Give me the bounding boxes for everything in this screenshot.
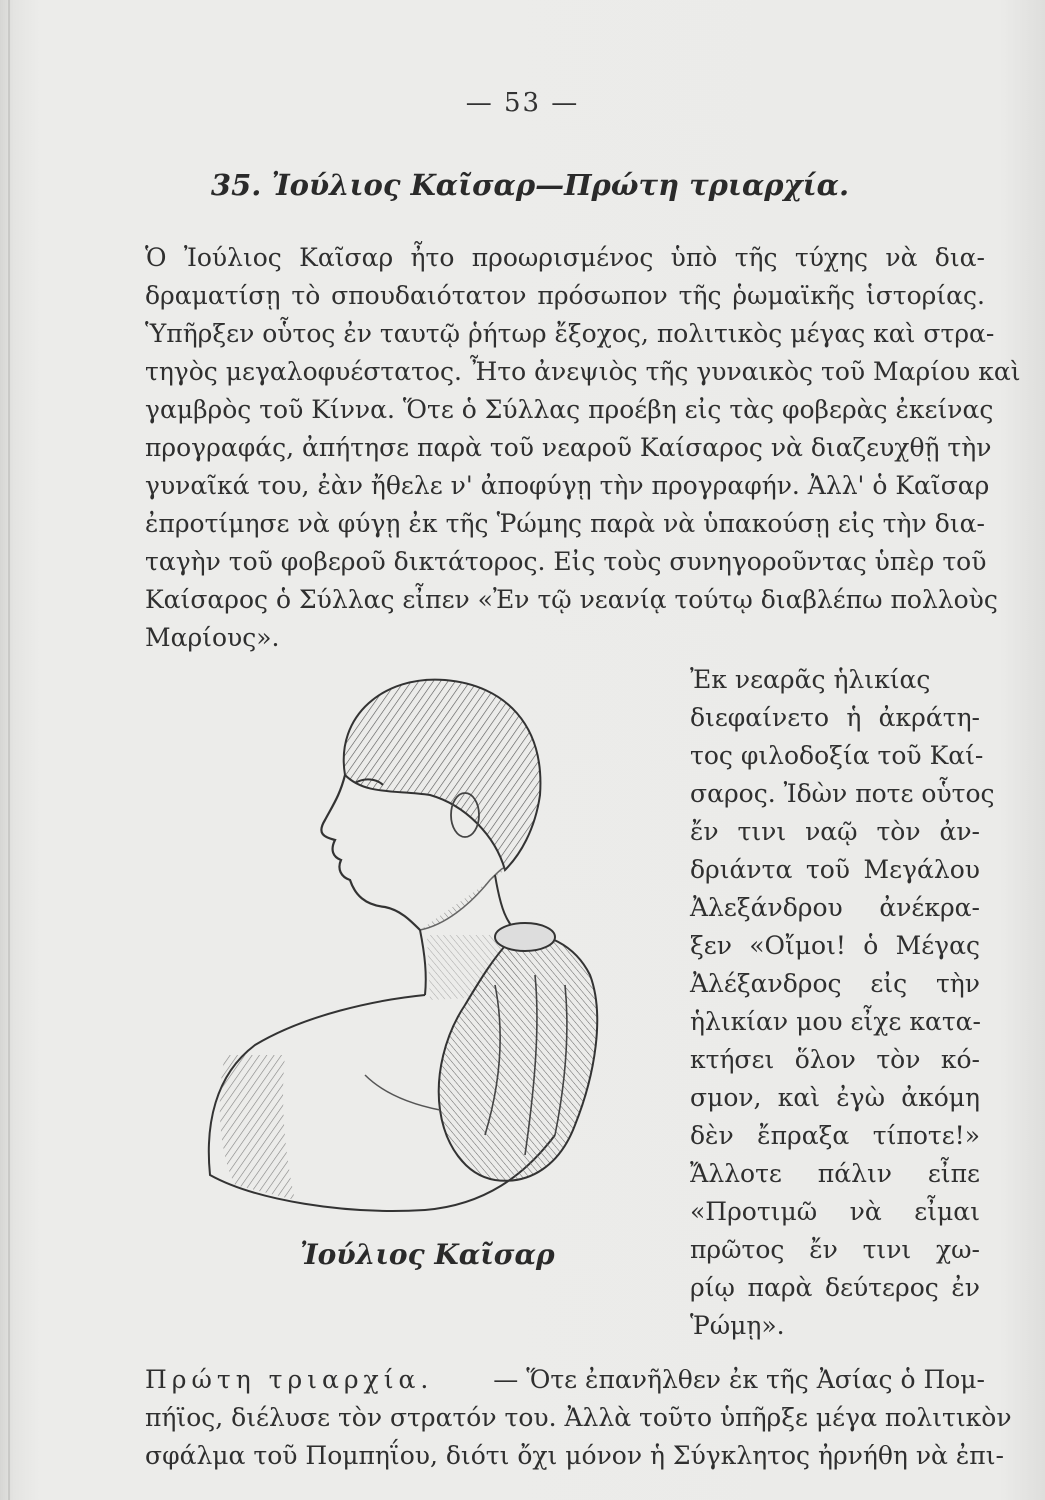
text-line: Ῥώμῃ». [690,1311,785,1340]
page-gutter [8,0,10,1500]
text-line: κτήσει ὅλον τὸν κό- [690,1045,980,1074]
portrait-caption: Ἰούλιος Καῖσαρ [300,1238,555,1271]
text-line: πρῶτος ἔν τινι χω- [690,1235,980,1264]
text-line: Μαρίους». [145,623,280,652]
text-line: δὲν ἔπραξα τίποτε!» [690,1121,980,1150]
caesar-portrait-engraving [195,655,675,1235]
text-line: ἐπροτίμησε νὰ φύγῃ ἐκ τῆς Ῥώμης παρὰ νὰ ὑπακούσῃ εἰς τὴν δια- [145,509,985,538]
text-line: πήϊος, διέλυσε τὸν στρατόν του. Ἀλλὰ τοῦτο ὑπῆρξε μέγα πολιτικὸν [145,1403,1012,1432]
text-line: διεφαίνετο ἡ ἀκράτη- [690,703,980,732]
text-line: τος φιλοδοξία τοῦ Καί- [690,741,984,770]
text-line: δραματίσῃ τὸ σπουδαιότατον πρόσωπον τῆς ῥωμαϊκῆς ἱστορίας. [145,281,985,310]
text-line: ἔν τινι ναῷ τὸν ἀν- [690,817,980,846]
text-line: σμον, καὶ ἐγὼ ἀκόμη [690,1083,980,1112]
text-line: δριάντα τοῦ Μεγάλου [690,855,980,884]
paragraph-lead: Πρώτη τριαρχία. [145,1365,434,1394]
text-line: ρίῳ παρὰ δεύτερος ἐν [690,1273,980,1302]
text-line: σφάλμα τοῦ Πομπηΐου, διότι ὄχι μόνον ἡ Σύγκλητος ἠρνήθη νὰ ἐπι- [145,1441,1004,1470]
text-line: Ὑπῆρξεν οὗτος ἐν ταυτῷ ῥήτωρ ἔξοχος, πολιτικὸς μέγας καὶ στρα- [145,319,995,348]
text-line [145,1365,985,1394]
text-line: τηγὸς μεγαλοφυέστατος. Ἦτο ἀνεψιὸς τῆς γυναικὸς τοῦ Μαρίου καὶ [145,357,1021,386]
text-fragment: — Ὅτε ἐπανῆλθεν ἐκ τῆς Ἀσίας ὁ Πομ- [493,1365,985,1394]
text-line: γαμβρὸς τοῦ Κίννα. Ὅτε ὁ Σύλλας προέβη εἰς τὰς φοβερὰς ἐκείνας [145,395,994,424]
section-title: 35. Ἰούλιος Καῖσαρ—Πρώτη τριαρχία. [210,168,850,202]
text-line: ἡλικίαν μου εἶχε κατα- [690,1007,981,1036]
text-line: ξεν «Οἴμοι! ὁ Μέγας [690,931,980,960]
page-number: — 53 — [465,88,580,118]
text-line: ταγὴν τοῦ φοβεροῦ δικτάτορος. Εἰς τοὺς συνηγοροῦντας ὑπὲρ τοῦ [145,547,987,576]
text-line: Ἄλλοτε πάλιν εἶπε [690,1159,980,1188]
text-line: Ἀλεξάνδρου ἀνέκρα- [690,893,980,922]
text-line: Ἀλέξανδρος εἰς τὴν [690,969,980,998]
text-line: προγραφάς, ἀπήτησε παρὰ τοῦ νεαροῦ Καίσαρος νὰ διαζευχθῇ τὴν [145,433,992,462]
text-line: σαρος. Ἰδὼν ποτε οὗτος [690,779,995,808]
text-line: «Προτιμῶ νὰ εἶμαι [690,1197,980,1226]
text-line: Καίσαρος ὁ Σύλλας εἶπεν «Ἐν τῷ νεανίᾳ τούτῳ διαβλέπω πολλοὺς [145,585,998,614]
text-line: γυναῖκά του, ἐὰν ἤθελε ν' ἀποφύγῃ τὴν προγραφήν. Ἀλλ' ὁ Καῖσαρ [145,471,990,500]
text-line: Ὁ Ἰούλιος Καῖσαρ ἦτο προωρισμένος ὑπὸ τῆς τύχης νὰ δια- [145,243,985,272]
text-line: Ἐκ νεαρᾶς ἡλικίας [690,665,931,694]
